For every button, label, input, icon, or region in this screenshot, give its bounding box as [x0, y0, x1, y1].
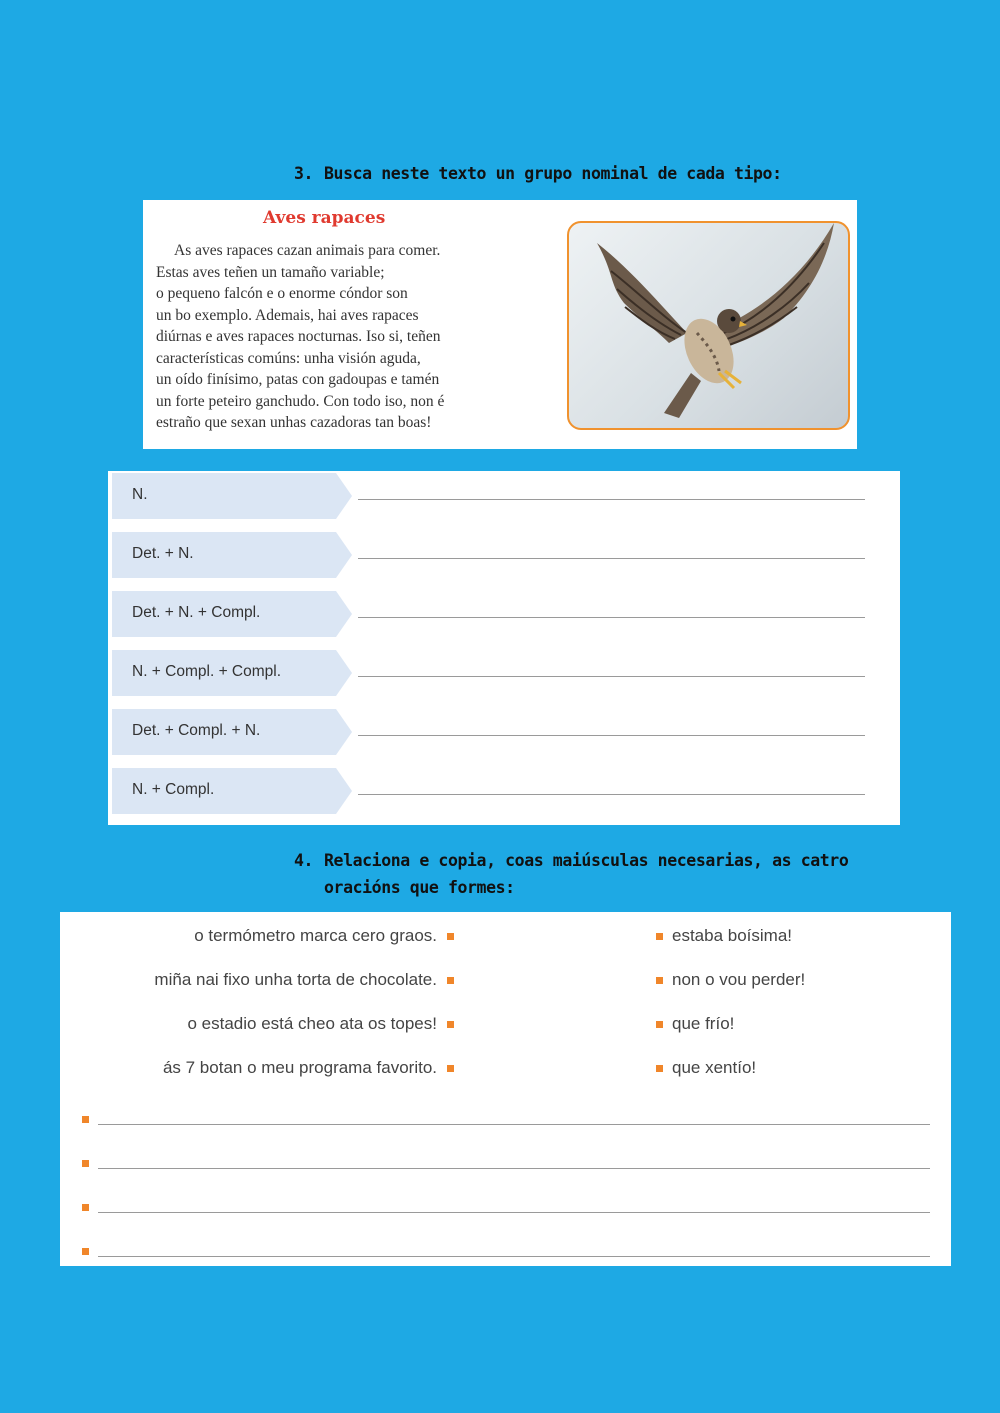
reading-title: Aves rapaces	[263, 208, 386, 228]
copy-line[interactable]	[98, 1168, 930, 1169]
answer-bullet-icon	[82, 1160, 89, 1167]
type-row	[108, 473, 900, 519]
reading-line: estraño que sexan unhas cazadoras tan boas!	[156, 414, 432, 431]
left-bullet-icon[interactable]	[447, 933, 454, 940]
reading-line: un oído finísimo, patas con gadoupas e tamén	[156, 371, 440, 388]
type-label: Det. + N. + Compl.	[132, 604, 261, 621]
reading-line: un forte peteiro ganchudo. Con todo iso, non é	[156, 392, 445, 410]
left-sentence: o termómetro marca cero graos.	[194, 926, 437, 945]
left-bullet-icon[interactable]	[447, 977, 454, 984]
type-label: Det. + N.	[132, 545, 194, 562]
type-row	[108, 591, 900, 637]
left-sentence: o estadio está cheo ata os topes!	[187, 1014, 437, 1033]
reading-line: un bo exemplo. Ademais, hai aves rapaces	[156, 306, 419, 324]
answer-line[interactable]	[358, 617, 865, 618]
right-ending: que frío!	[672, 1014, 735, 1033]
type-label: N. + Compl.	[132, 781, 215, 798]
falcon-photo	[567, 221, 850, 430]
reading-text	[156, 240, 506, 434]
answer-bullet-icon	[82, 1204, 89, 1211]
type-row	[108, 709, 900, 755]
reading-line: Estas aves teñen un tamaño variable;	[156, 263, 385, 281]
exercise-4-heading	[294, 847, 848, 901]
answer-line[interactable]	[358, 735, 865, 736]
right-bullet-icon[interactable]	[656, 1021, 663, 1028]
right-ending: non o vou perder!	[672, 970, 806, 989]
matching-box	[60, 912, 951, 1266]
left-sentence: miña nai fixo unha torta de chocolate.	[154, 970, 437, 989]
exercise-3-instruction: Busca neste texto un grupo nominal de cada tipo:	[324, 164, 782, 183]
right-bullet-icon[interactable]	[656, 977, 663, 984]
nominal-group-types	[108, 471, 900, 825]
reading-line: diúrnas e aves rapaces nocturnas. Iso si, teñen	[156, 328, 441, 345]
copy-line[interactable]	[98, 1124, 930, 1125]
answer-line[interactable]	[358, 794, 865, 795]
copy-line[interactable]	[98, 1256, 930, 1257]
answer-line[interactable]	[358, 499, 865, 500]
reading-box	[143, 200, 857, 449]
exercise-4-instruction-line2: oracións que formes:	[324, 878, 515, 897]
type-tag	[112, 473, 352, 519]
falcon-icon	[569, 223, 848, 428]
left-bullet-icon[interactable]	[447, 1065, 454, 1072]
type-label: N. + Compl. + Compl.	[132, 663, 282, 680]
copy-line[interactable]	[98, 1212, 930, 1213]
exercise-4-instruction-line1: Relaciona e copia, coas maiúsculas necesarias, as catro	[324, 851, 849, 870]
reading-line: As aves rapaces cazan animais para comer.	[174, 242, 441, 259]
type-label: Det. + Compl. + N.	[132, 722, 261, 739]
right-ending: que xentío!	[672, 1058, 757, 1077]
right-ending: estaba boísima!	[672, 926, 793, 945]
reading-line: características comúns: unha visión aguda,	[156, 349, 421, 367]
exercise-3-number: 3.	[294, 164, 314, 183]
exercise-3-heading	[294, 160, 782, 187]
right-bullet-icon[interactable]	[656, 933, 663, 940]
answer-bullet-icon	[82, 1248, 89, 1255]
type-row	[108, 768, 900, 814]
type-label: N.	[132, 486, 148, 503]
left-sentence: ás 7 botan o meu programa favorito.	[162, 1058, 437, 1077]
exercise-4-number: 4.	[294, 851, 314, 870]
reading-line: o pequeno falcón e o enorme cóndor son	[156, 285, 408, 302]
left-bullet-icon[interactable]	[447, 1021, 454, 1028]
answer-line[interactable]	[358, 676, 865, 677]
type-row	[108, 650, 900, 696]
right-bullet-icon[interactable]	[656, 1065, 663, 1072]
type-row	[108, 532, 900, 578]
answer-bullet-icon	[82, 1116, 89, 1123]
answer-line[interactable]	[358, 558, 865, 559]
